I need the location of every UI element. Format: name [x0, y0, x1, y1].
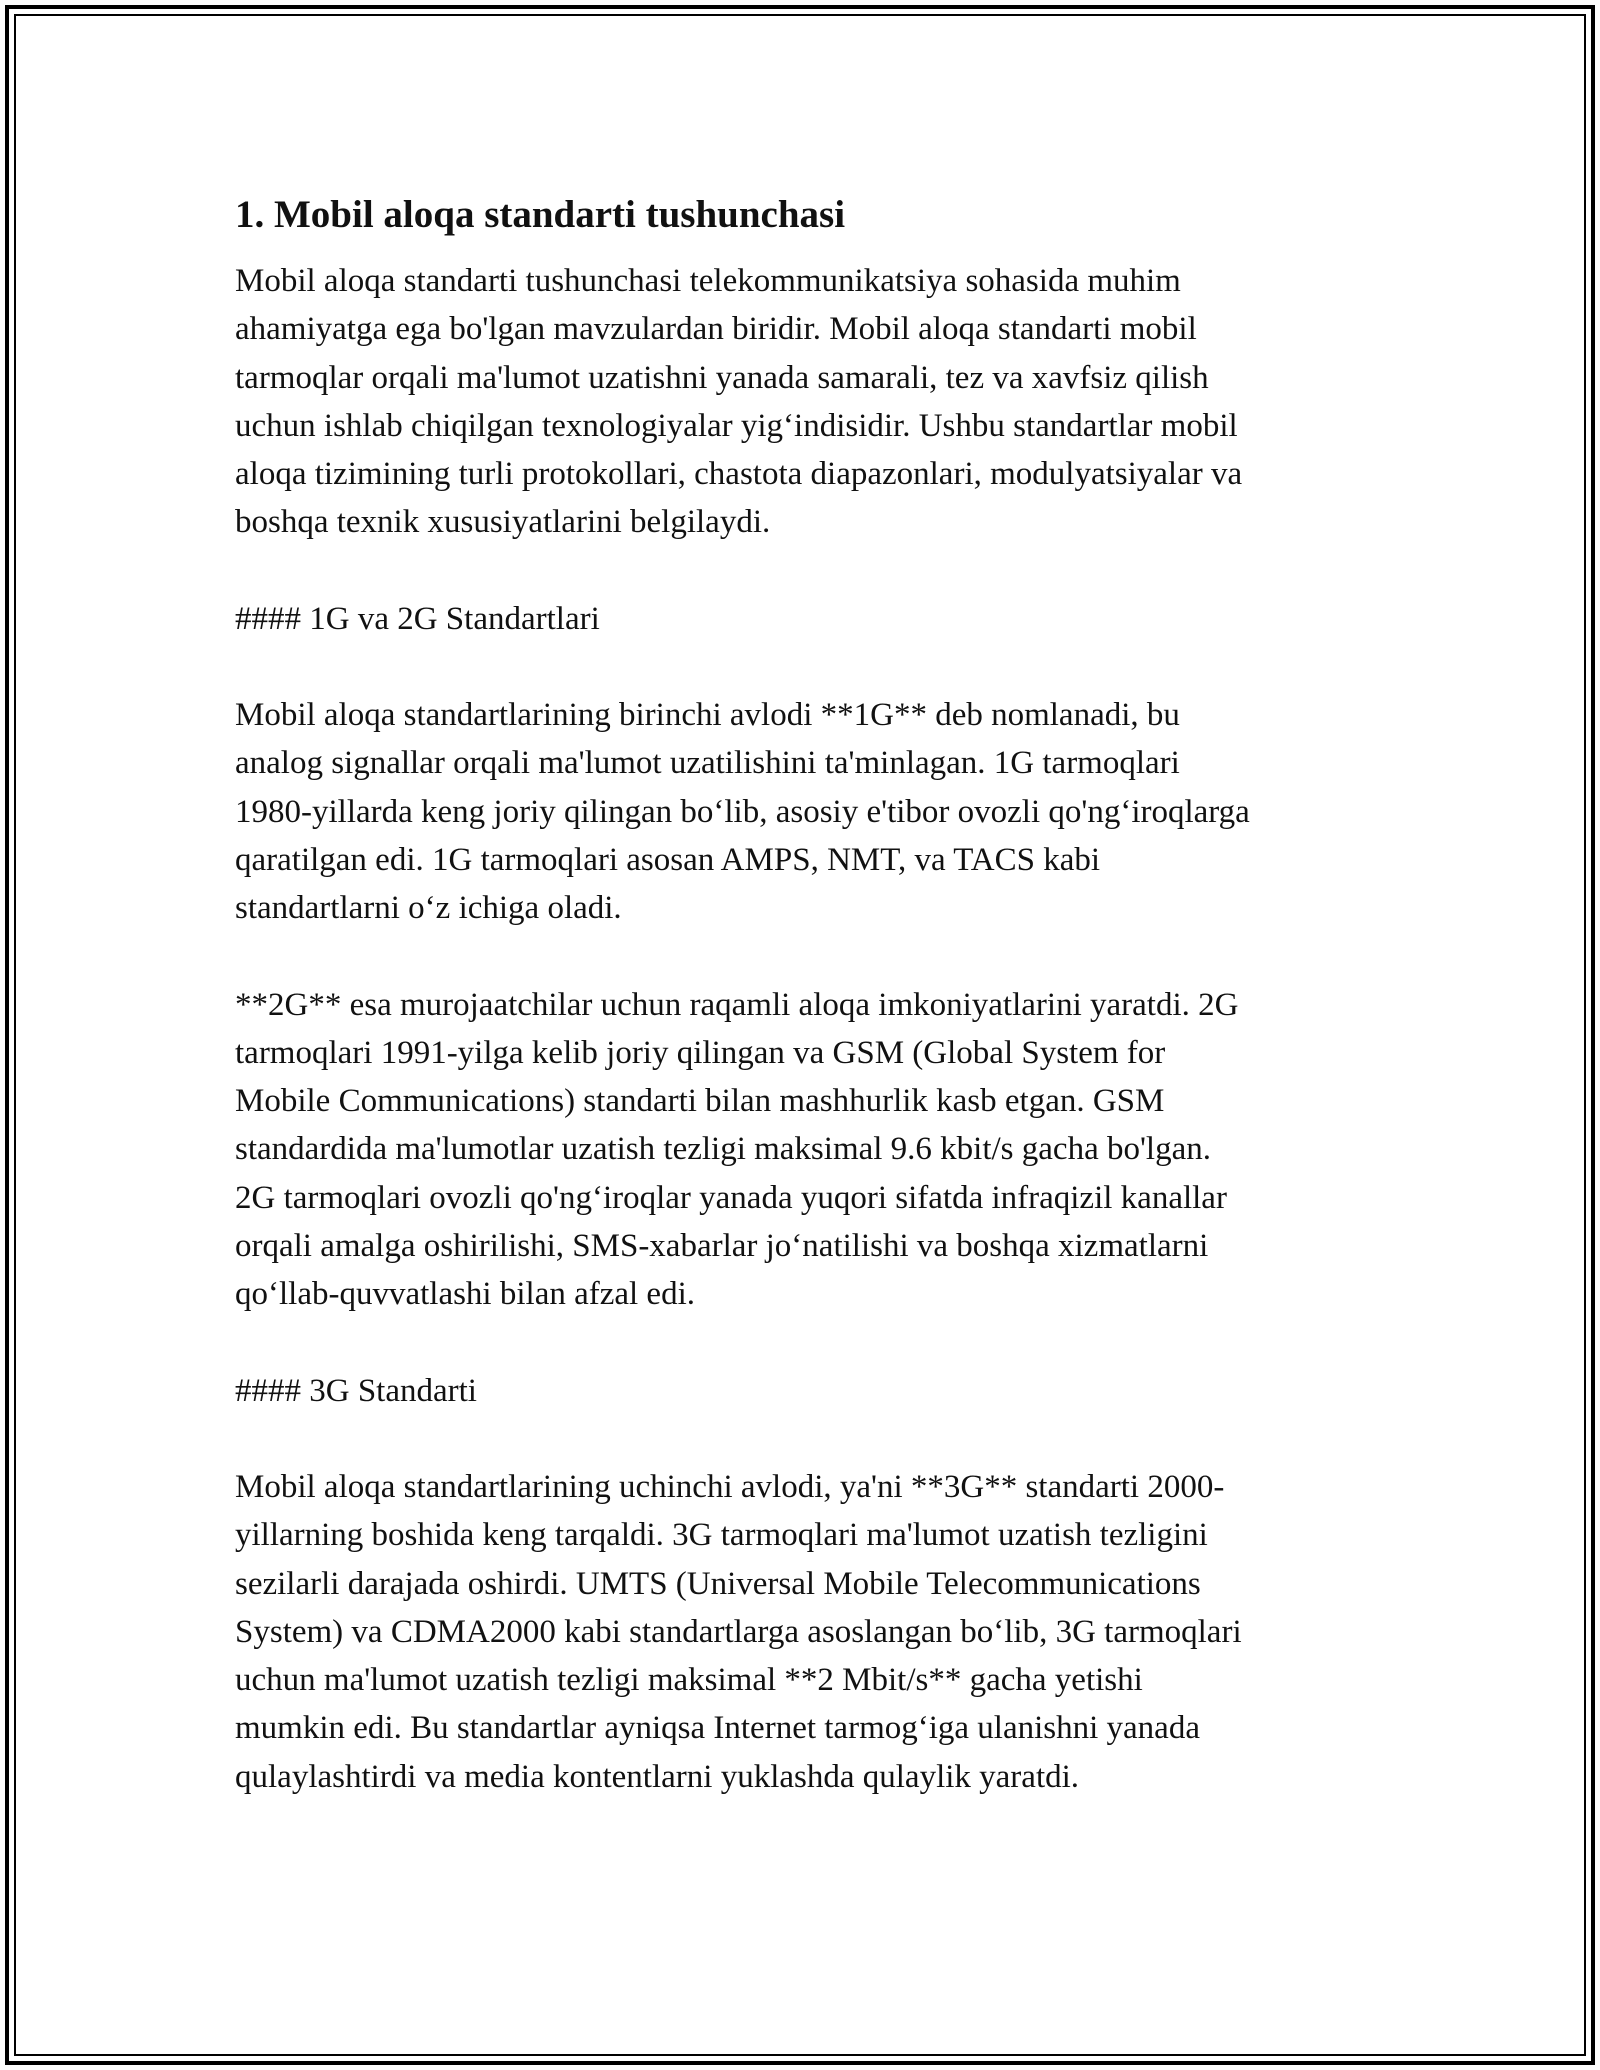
document-title: 1. Mobil aloqa standarti tushunchasi: [235, 193, 846, 236]
paragraph-2g: **2G** esa murojaatchilar uchun raqamli aloqa imkoniyatlarini yaratdi. 2G tarmoqlari 1991-yilga kelib joriy qilingan va GSM (Global System for Mobile Communications) standarti bilan mashhurlik kasb etgan. GSM standardida ma'lumotlar uzatish tezligi maksimal 9.6 kbit/s gacha bo'lgan. 2G tarmoqlari ovozli qo'ng‘iroqlar yanada yuqori sifatda infraqizil kanallar orqali amalga oshirilishi, SMS-xabarlar jo‘natilishi va boshqa xizmatlarni qo‘llab-quvvatlashi bilan afzal edi.: [235, 986, 1239, 1313]
heading-3g: #### 3G Standarti: [235, 1372, 477, 1409]
document-body: [235, 185, 1375, 1849]
paragraph-3g: Mobil aloqa standartlarining uchinchi avlodi, ya'ni **3G** standarti 2000- yillarning boshida keng tarqaldi. 3G tarmoqlari ma'lumot uzatish tezligini sezilarli darajada oshirdi. UMTS (Universal Mobile Telecommunications System) va CDMA2000 kabi standartlarga asoslangan bo‘lib, 3G tarmoqlari uchun ma'lumot uzatish tezligi maksimal **2 Mbit/s** gacha yetishi mumkin edi. Bu standartlar ayniqsa Internet tarmog‘iga ulanishni yanada qulaylashtirdi va media kontentlarni yuklashda qulaylik yaratdi.: [235, 1468, 1242, 1795]
paragraph-1g: Mobil aloqa standartlarining birinchi avlodi **1G** deb nomlanadi, bu analog signallar orqali ma'lumot uzatilishini ta'minlagan. 1G tarmoqlari 1980-yillarda keng joriy qilingan bo‘lib, asosiy e'tibor ovozli qo'ng‘iroqlarga qaratilgan edi. 1G tarmoqlari asosan AMPS, NMT, va TACS kabi standartlarni o‘z ichiga oladi.: [235, 697, 1250, 927]
heading-1g-2g: #### 1G va 2G Standartlari: [235, 600, 600, 637]
intro-paragraph: Mobil aloqa standarti tushunchasi telekommunikatsiya sohasida muhim ahamiyatga ega bo'lgan mavzulardan biridir. Mobil aloqa standarti mobil tarmoqlar orqali ma'lumot uzatishni yanada samarali, tez va xavfsiz qilish uchun ishlab chiqilgan texnologiyalar yig‘indisidir. Ushbu standartlar mobil aloqa tizimining turli protokollari, chastota diapazonlari, modulyatsiyalar va boshqa texnik xususiyatlarini belgilaydi.: [235, 263, 1243, 541]
